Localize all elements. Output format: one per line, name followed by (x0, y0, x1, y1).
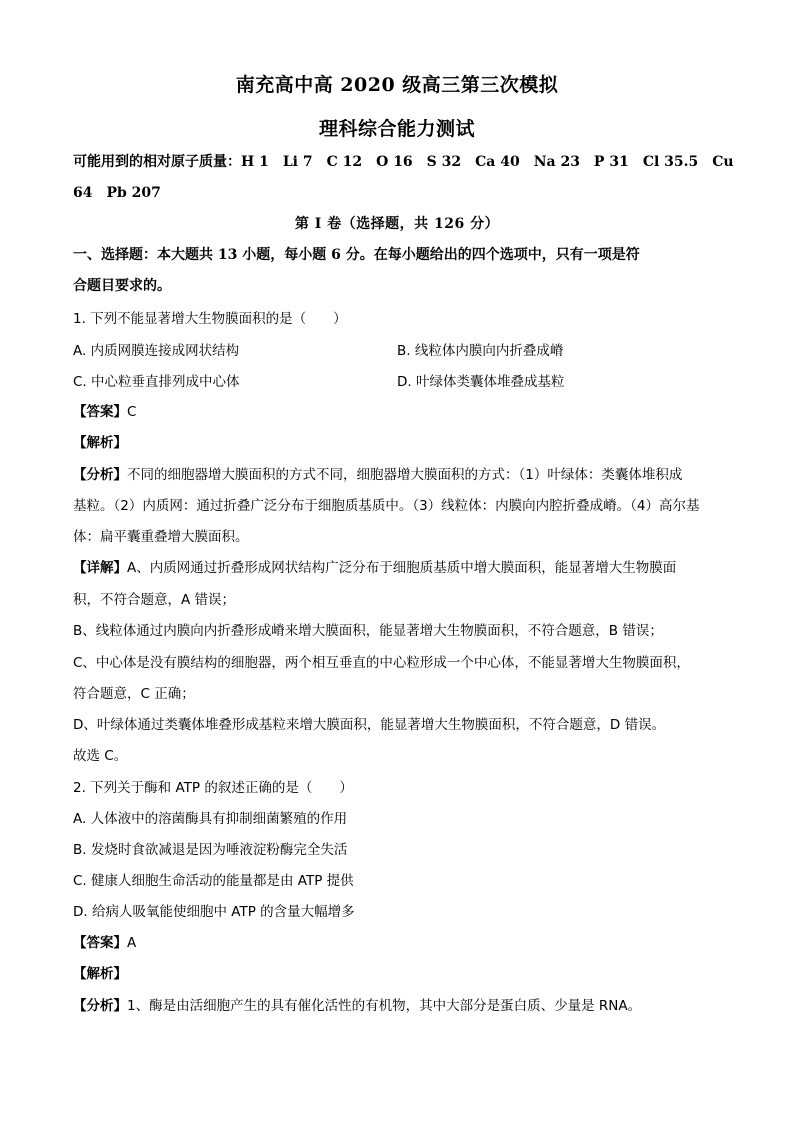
q2-answer (73, 931, 136, 951)
q2-option-b: B. 发烧时食欲减退是因为唾液淀粉酶完全失活 (73, 842, 348, 858)
q1-detail-1 (73, 556, 676, 576)
q1-option-c: C. 中心粒垂直排列成中心体 (73, 374, 240, 390)
answer-tag: 【答案】 (73, 404, 127, 420)
section-intro-2: 合题目要求的。 (73, 278, 171, 294)
detail-text-1: A、内质网通过折叠形成网状结构广泛分布于细胞质基质中增大膜面积，能显著增大生物膜面 (127, 560, 677, 576)
q2-fenxi-1 (73, 994, 641, 1014)
section-heading: 第 I 卷（选择题，共 126 分） (294, 216, 500, 232)
q2-option-d: D. 给病人吸氧能使细胞中 ATP 的含量大幅增多 (73, 904, 355, 920)
fenxi-text-1: 1、酶是由活细胞产生的具有催化活性的有机物，其中大部分是蛋白质、少量是 RNA。 (127, 998, 642, 1014)
q1-detail-2: 积，不符合题意，A 错误； (73, 592, 236, 608)
fenxi-text-1: 不同的细胞器增大膜面积的方式不同，细胞器增大膜面积的方式：（1）叶绿体：类囊体堆积成 (127, 467, 683, 483)
fenxi-tag: 【分析】 (73, 467, 127, 483)
q2-stem: 2. 下列关于酶和 ATP 的叙述正确的是（ ） (73, 780, 353, 796)
section-intro-1: 一、选择题：本大题共 13 小题，每小题 6 分。在每小题给出的四个选项中，只有一项是符 (73, 247, 640, 263)
q1-answer (73, 400, 136, 420)
q2-option-c: C. 健康人细胞生命活动的能量都是由 ATP 提供 (73, 873, 354, 889)
atomic-mass-line-1: 可能用到的相对原子质量：H 1 Li 7 C 12 O 16 S 32 Ca 40 Na 23 P 31 Cl 35.5 Cu (73, 154, 734, 170)
q2-option-a: A. 人体液中的溶菌酶具有抑制细菌繁殖的作用 (73, 811, 348, 827)
q2-analysis-tag: 【解析】 (73, 966, 127, 982)
exam-subtitle: 理科综合能力测试 (318, 118, 475, 140)
q1-option-d: D. 叶绿体类囊体堆叠成基粒 (397, 374, 565, 390)
answer-tag: 【答案】 (73, 935, 127, 951)
q1-fenxi-3: 体：扁平囊重叠增大膜面积。 (73, 529, 249, 545)
exam-title: 南充高中高 2020 级高三第三次模拟 (235, 74, 559, 96)
q1-detail-6: D、叶绿体通过类囊体堆叠形成基粒来增大膜面积，能显著增大生物膜面积，不符合题意，D 错误。 (73, 717, 666, 733)
q1-option-b: B. 线粒体内膜向内折叠成嵴 (397, 343, 564, 359)
atomic-mass-line-2: 64 Pb 207 (73, 185, 161, 201)
detail-tag: 【详解】 (73, 560, 127, 576)
q1-detail-5: 符合题意，C 正确； (73, 686, 195, 702)
q1-fenxi-2: 基粒。（2）内质网：通过折叠广泛分布于细胞质基质中。（3）线粒体：内膜向内腔折叠成嵴。（4）高尔基 (73, 498, 700, 514)
q1-stem: 1. 下列不能显著增大生物膜面积的是（ ） (73, 311, 347, 327)
q1-fenxi-1 (73, 463, 682, 483)
answer-value: C (127, 404, 137, 420)
q1-detail-3: B、线粒体通过内膜向内折叠形成嵴来增大膜面积，能显著增大生物膜面积，不符合题意，B 错误； (73, 623, 663, 639)
q1-detail-4: C、中心体是没有膜结构的细胞器，两个相互垂直的中心粒形成一个中心体，不能显著增大生物膜面积， (73, 655, 690, 671)
q1-option-a: A. 内质网膜连接成网状结构 (73, 343, 240, 359)
answer-value: A (127, 935, 137, 951)
q1-detail-7: 故选 C。 (73, 748, 128, 764)
q1-analysis-tag: 【解析】 (73, 435, 127, 451)
fenxi-tag: 【分析】 (73, 998, 127, 1014)
